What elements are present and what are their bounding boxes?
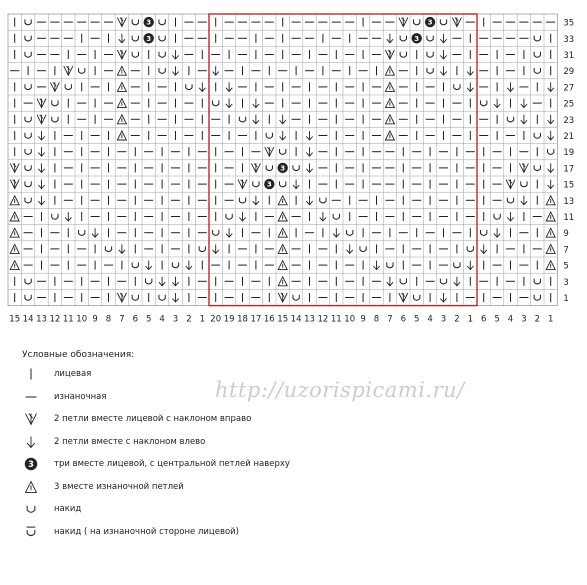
column-number: 15 (9, 314, 21, 325)
legend-label: 2 петли вместе с наклоном влево (54, 436, 206, 447)
legend-item (22, 501, 562, 524)
column-number: 13 (36, 314, 47, 325)
column-number: 5 (145, 314, 152, 325)
stitch-cell (144, 33, 154, 43)
three-together-purl-triangle-icon (22, 479, 40, 497)
stitch-cell (278, 163, 288, 173)
svg-text:3: 3 (146, 17, 152, 27)
legend-item (22, 411, 562, 434)
knit-bar-icon (22, 366, 40, 384)
column-number: 6 (400, 314, 407, 325)
column-number: 14 (22, 314, 34, 325)
column-number: 4 (507, 314, 514, 325)
column-number: 8 (373, 314, 380, 325)
legend-label: 3 вместе изнаночной петлей (54, 481, 184, 492)
yarn-over-ws-icon (22, 524, 40, 542)
column-number: 2 (186, 314, 192, 325)
column-number: 5 (494, 314, 500, 325)
column-number: 6 (480, 314, 487, 325)
row-number: 17 (563, 164, 575, 175)
row-number: 7 (563, 245, 569, 256)
stitch-cell (425, 17, 435, 27)
column-number: 5 (413, 314, 420, 325)
column-number: 10 (76, 314, 88, 325)
legend-title: Условные обозначения: (22, 350, 135, 360)
column-number: 7 (119, 314, 125, 325)
row-number: 3 (563, 277, 569, 288)
column-number: 3 (440, 314, 447, 325)
legend-item (22, 456, 562, 479)
svg-text:3: 3 (146, 33, 152, 43)
svg-text:3: 3 (28, 459, 34, 470)
k2tog-right-icon (22, 411, 40, 429)
column-number: 13 (304, 314, 315, 325)
row-number: 35 (563, 18, 575, 29)
stitch-cell (412, 33, 422, 43)
column-number: 20 (210, 314, 222, 325)
purl-dash-icon (22, 389, 40, 407)
column-number: 6 (132, 314, 139, 325)
column-number: 9 (360, 314, 366, 325)
column-number: 4 (427, 314, 433, 325)
yarn-over-icon (22, 501, 40, 519)
svg-text:3: 3 (280, 163, 286, 173)
row-number: 31 (563, 51, 575, 61)
column-number: 1 (199, 314, 206, 325)
legend-item (22, 524, 562, 547)
column-number: 9 (92, 314, 98, 325)
row-number: 1 (563, 294, 569, 304)
column-number: 1 (547, 314, 554, 325)
row-number: 23 (563, 115, 575, 126)
legend-label: изнаночная (54, 391, 107, 402)
column-number: 8 (105, 314, 112, 325)
row-number: 25 (563, 99, 575, 110)
svg-text:3: 3 (427, 17, 433, 27)
three-together-circle-icon (22, 456, 40, 474)
column-number: 19 (223, 314, 235, 325)
k2tog-left-icon (22, 434, 40, 452)
row-number: 9 (563, 229, 569, 240)
row-number: 5 (563, 261, 569, 272)
legend-item (22, 434, 562, 457)
column-number: 12 (317, 314, 329, 325)
legend-item (22, 479, 562, 502)
column-number: 1 (467, 314, 474, 325)
legend-label: лицевая (54, 369, 92, 379)
column-number: 17 (250, 314, 262, 325)
column-number: 3 (521, 314, 527, 325)
row-number: 21 (563, 132, 575, 142)
column-number: 10 (344, 314, 356, 325)
legend-label: накид ( на изнаночной стороне лицевой) (54, 526, 239, 537)
legend-label: накид (54, 504, 82, 514)
column-number: 11 (330, 314, 342, 325)
svg-text:3: 3 (266, 179, 272, 189)
svg-text:3: 3 (414, 33, 420, 43)
column-number: 11 (62, 314, 74, 325)
column-number: 2 (534, 314, 541, 325)
column-number: 4 (159, 314, 165, 325)
row-number: 33 (563, 34, 575, 45)
legend-label: три вместе лицевой, с центральной петлей наверху (54, 459, 290, 469)
row-number: 29 (563, 67, 575, 78)
row-number: 27 (563, 83, 575, 94)
stitch-cell (264, 179, 274, 189)
column-number: 12 (49, 314, 61, 325)
row-number: 15 (563, 180, 575, 191)
row-number: 19 (563, 148, 575, 159)
row-number: 13 (563, 196, 575, 207)
column-number: 15 (277, 314, 289, 325)
row-number: 11 (563, 213, 575, 223)
watermark-url: http://uzorispicami.ru/ (215, 378, 465, 402)
column-number: 2 (454, 314, 460, 325)
column-number: 14 (290, 314, 302, 325)
stitch-cell (144, 17, 154, 27)
column-number: 7 (387, 314, 393, 325)
legend-label: 2 петли вместе лицевой с наклоном вправо (54, 414, 252, 424)
column-number: 18 (237, 314, 248, 325)
column-number: 3 (172, 314, 179, 325)
column-number: 16 (263, 314, 275, 325)
